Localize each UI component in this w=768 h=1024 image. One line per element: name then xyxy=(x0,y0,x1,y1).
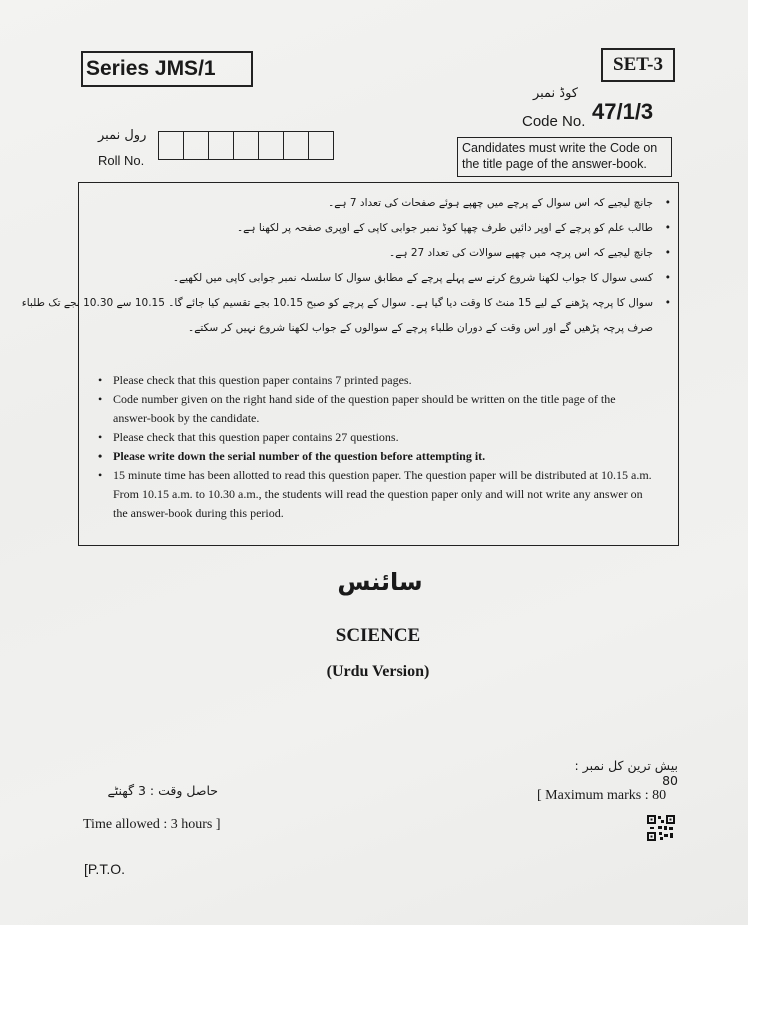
urdu-instruction-continuation xyxy=(101,316,671,341)
urdu-instruction-text: طالب علم کو پرچے کے اوپر دائیں طرف چھپا کوڈ نمبر جوابی کاپی کے اوپری صفحہ پر لکھنا ہے۔ xyxy=(237,222,653,234)
english-instruction xyxy=(95,447,655,466)
urdu-instruction-text: جانچ لیجیے کہ اس سوال کے پرچے میں چھپے ہوئے صفحات کی تعداد 7 ہے۔ xyxy=(328,197,653,209)
urdu-instruction xyxy=(101,191,671,216)
urdu-instruction-text: صرف پرچہ پڑھیں گے اور اس وقت کے دوران طلباء پرچے کے سوالوں کے جواب لکھنا شروع نہیں کر سکتے۔ xyxy=(188,322,653,334)
bullet: • xyxy=(664,197,671,209)
bullet: • xyxy=(98,449,103,463)
subject-version: (Urdu Version) xyxy=(326,663,430,680)
bullet: • xyxy=(98,392,103,406)
roll-number-cell xyxy=(184,132,209,159)
code-label: Code No. xyxy=(522,113,586,130)
bullet: • xyxy=(664,247,671,259)
english-instruction xyxy=(95,466,655,523)
roll-number-boxes xyxy=(158,131,334,160)
code-value: 47/1/3 xyxy=(592,99,654,124)
subject-title-urdu: سائنس xyxy=(337,568,423,596)
english-instructions xyxy=(95,371,655,523)
roll-number-cell xyxy=(159,132,184,159)
english-instruction-text: 15 minute time has been allotted to read this question paper. The question paper will be distributed at 10.15 a.m. From 10.15 a.m. to 10.30 a.m., the students will read the question paper only and will not write any answer on the answer-book during this period. xyxy=(113,468,652,520)
english-instruction xyxy=(95,390,655,428)
set-label: SET-3 xyxy=(601,48,675,82)
instructions-box xyxy=(21,182,679,546)
bullet: • xyxy=(664,222,671,234)
roll-number-cell xyxy=(234,132,259,159)
bullet: • xyxy=(98,430,103,444)
roll-urdu-label: رول نمبر xyxy=(98,128,147,143)
urdu-instruction-text: کسی سوال کا جواب لکھنا شروع کرنے سے پہلے پرچے کے مطابق سوال کا سلسلہ نمبر جوابی کاپی میں لکھیے۔ xyxy=(172,272,653,284)
urdu-instruction-text: جانچ لیجیے کہ اس پرچہ میں چھپے سوالات کی تعداد 27 ہے۔ xyxy=(389,247,653,259)
pto-label: [P.T.O. xyxy=(84,861,125,877)
bullet: • xyxy=(664,272,671,284)
time-allowed-urdu: حاصل وقت : 3 گھنٹے xyxy=(107,783,218,798)
candidate-note: Candidates must write the Code on the title page of the answer-book. xyxy=(457,137,672,177)
bullet: • xyxy=(664,297,671,309)
bullet: • xyxy=(98,468,103,482)
max-marks: [ Maximum marks : 80 xyxy=(537,788,667,803)
max-marks-urdu: بیش ترین کل نمبر : 80 xyxy=(574,758,678,788)
urdu-instruction xyxy=(101,266,671,291)
urdu-instruction xyxy=(101,216,671,241)
english-instruction-text: Code number given on the right hand side of the question paper should be written on the title page of the answer-book by the candidate. xyxy=(113,392,616,425)
roll-number-cell xyxy=(284,132,309,159)
series-label: Series JMS/1 xyxy=(81,51,253,87)
english-instruction xyxy=(95,371,655,390)
time-allowed: Time allowed : 3 hours ] xyxy=(83,817,221,832)
urdu-instruction xyxy=(21,291,671,316)
roll-number-cell xyxy=(309,132,334,159)
english-instruction-text: Please write down the serial number of the question before attempting it. xyxy=(113,449,486,463)
roll-label: Roll No. xyxy=(98,153,145,168)
roll-number-cell xyxy=(259,132,284,159)
urdu-instruction-text: سوال کا پرچہ پڑھنے کے لیے 15 منٹ کا وقت دیا گیا ہے۔ سوال کے پرچے کو صبح 10.15 بجے تقسیم کیا جائے گا۔ 10.15 سے 10.30 بجے تک طلباء xyxy=(21,297,653,309)
english-instruction-text: Please check that this question paper contains 7 printed pages. xyxy=(113,373,412,387)
roll-number-cell xyxy=(209,132,234,159)
urdu-instructions xyxy=(21,191,671,341)
english-instruction xyxy=(95,428,655,447)
urdu-instruction xyxy=(101,241,671,266)
subject-title: SCIENCE xyxy=(335,625,421,646)
english-instruction-text: Please check that this question paper contains 27 questions. xyxy=(113,430,399,444)
bullet: • xyxy=(98,373,103,387)
qr-code-icon xyxy=(647,815,675,841)
code-urdu-label: کوڈ نمبر xyxy=(532,86,578,101)
